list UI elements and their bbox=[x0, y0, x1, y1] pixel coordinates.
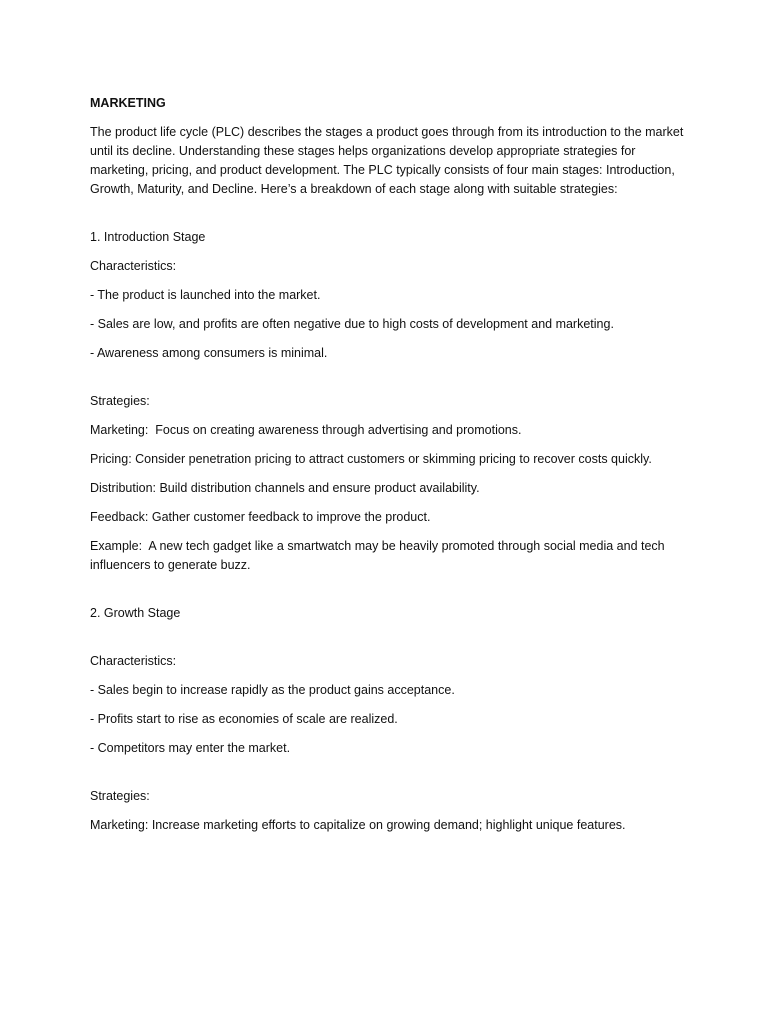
spacer bbox=[90, 209, 690, 228]
stage2-characteristic: - Sales begin to increase rapidly as the product gains acceptance. bbox=[90, 683, 455, 697]
stage1-strategy: Distribution: Build distribution channels and ensure product availability. bbox=[90, 481, 480, 495]
document-body bbox=[90, 94, 690, 845]
stage2-strategy: Marketing: Increase marketing efforts to capitalize on growing demand; highlight unique features. bbox=[90, 818, 626, 832]
stage2-characteristic: - Competitors may enter the market. bbox=[90, 741, 291, 755]
stage1-strategies-label: Strategies: bbox=[90, 394, 150, 408]
stage1-characteristics-label: Characteristics: bbox=[90, 259, 177, 273]
document-title: MARKETING bbox=[90, 96, 166, 110]
stage2-characteristic: - Profits start to rise as economies of scale are realized. bbox=[90, 712, 398, 726]
stage1-characteristic: - Awareness among consumers is minimal. bbox=[90, 346, 328, 360]
stage1-characteristic: - The product is launched into the market. bbox=[90, 288, 321, 302]
intro-paragraph: The product life cycle (PLC) describes the stages a product goes through from its introduction to the market until its decline. Understanding these stages helps organizations develop appropriate strategies for marketing, pricing, and product development. The PLC typically consists of four main stages: Introduction, Growth, Maturity, and Decline. Here’s a breakdown of each stage along with suitable strategies: bbox=[90, 125, 687, 196]
stage1-strategy: Marketing: Focus on creating awareness through advertising and promotions. bbox=[90, 423, 522, 437]
stage2-strategies-label: Strategies: bbox=[90, 789, 150, 803]
stage1-heading: 1. Introduction Stage bbox=[90, 230, 206, 244]
stage2-characteristics-label: Characteristics: bbox=[90, 654, 177, 668]
spacer bbox=[90, 585, 690, 604]
stage2-heading: 2. Growth Stage bbox=[90, 606, 181, 620]
spacer bbox=[90, 768, 690, 787]
stage1-strategy: Feedback: Gather customer feedback to improve the product. bbox=[90, 510, 431, 524]
stage1-characteristic: - Sales are low, and profits are often negative due to high costs of development and marketing. bbox=[90, 317, 614, 331]
stage1-strategy: Pricing: Consider penetration pricing to attract customers or skimming pricing to recover costs quickly. bbox=[90, 452, 652, 466]
spacer bbox=[90, 373, 690, 392]
spacer bbox=[90, 633, 690, 652]
stage1-example: Example: A new tech gadget like a smartwatch may be heavily promoted through social media and tech influencers to generate buzz. bbox=[90, 539, 669, 572]
